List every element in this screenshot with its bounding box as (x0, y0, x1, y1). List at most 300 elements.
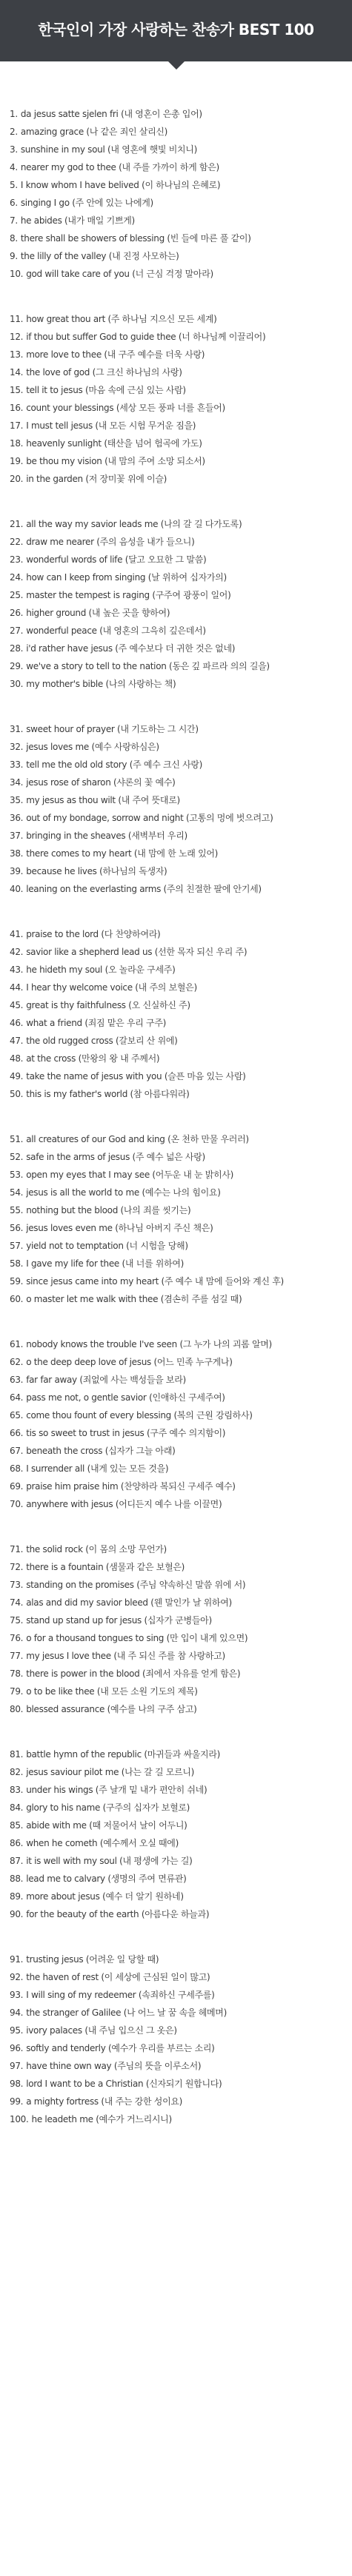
song-number: 63. (10, 1375, 24, 1385)
song-item (10, 1237, 352, 1255)
song-item (10, 979, 352, 996)
song-title: praise him praise him (찬양하라 복되신 구세주 예수) (26, 1481, 236, 1492)
song-number: 49. (10, 1071, 24, 1081)
song-number: 9. (10, 251, 18, 261)
song-title: sweet hour of prayer (내 기도하는 그 시간) (26, 724, 199, 734)
song-title: for the beauty of the earth (아름다운 하늘과) (26, 1909, 210, 1919)
song-item (10, 2039, 352, 2057)
song-item (10, 551, 352, 568)
song-title: jesus loves even me (하나님 아버지 주신 책은) (26, 1223, 213, 1233)
song-title: o the deep deep love of jesus (어느 민족 누구게나) (26, 1357, 233, 1367)
song-title: da jesus satte sjelen fri (내 영혼이 은총 입어) (20, 109, 202, 119)
song-title: beneath the cross (십자가 그늘 아래) (26, 1446, 176, 1456)
song-item (10, 862, 352, 880)
song-number: 10. (10, 269, 24, 279)
song-number: 42. (10, 947, 24, 957)
song-item (10, 1406, 352, 1424)
song-title: yield not to temptation (너 시험을 당해) (26, 1241, 188, 1251)
song-number: 74. (10, 1597, 24, 1608)
page-header (0, 0, 352, 61)
song-number: 43. (10, 965, 24, 975)
song-title: the stranger of Galilee (나 어느 날 꿈 속을 헤메며) (26, 2008, 227, 2018)
song-title: be thou my vision (내 맘의 주여 소망 되소서) (26, 456, 205, 466)
song-item (10, 845, 352, 862)
song-item (10, 533, 352, 551)
song-item (10, 515, 352, 533)
song-item (10, 346, 352, 363)
song-item (10, 1477, 352, 1495)
song-item (10, 176, 352, 194)
song-title: all the way my savior leads me (나의 갈 길 다가도록) (26, 519, 242, 529)
song-number: 36. (10, 813, 24, 823)
song-item (10, 1130, 352, 1148)
song-title: safe in the arms of jesus (주 예수 넓은 사랑) (26, 1152, 205, 1162)
song-number: 90. (10, 1909, 24, 1919)
song-title: ivory palaces (내 주님 입으신 그 옷은) (26, 2025, 177, 2036)
song-number: 92. (10, 1972, 24, 1982)
song-number: 21. (10, 519, 24, 529)
song-item (10, 1184, 352, 1201)
song-item (10, 1495, 352, 1513)
song-item (10, 1148, 352, 1166)
song-item (10, 1683, 352, 1700)
song-number: 22. (10, 537, 24, 547)
song-item (10, 265, 352, 283)
song-title: far far away (죄없에 사는 백성들을 보라) (26, 1375, 186, 1385)
song-item (10, 470, 352, 488)
song-title: o for a thousand tongues to sing (만 입이 내게 있으면) (26, 1633, 248, 1643)
song-number: 84. (10, 1802, 24, 1813)
song-title: since jesus came into my heart (주 예수 내 맘에 들어와 계신 후) (26, 1276, 284, 1287)
song-number: 96. (10, 2043, 24, 2053)
song-number: 16. (10, 403, 24, 413)
song-title: praise to the lord (다 찬양하여라) (26, 929, 161, 939)
song-title: it is well with my soul (내 평생에 가는 길) (26, 1856, 193, 1866)
song-title: jesus saviour pilot me (나는 갈 길 모르니) (26, 1767, 195, 1777)
song-title: stand up stand up for jesus (십자가 군병들아) (26, 1615, 212, 1626)
song-item (10, 1611, 352, 1629)
song-item (10, 1335, 352, 1353)
song-title: glory to his name (구주의 십자가 보혈로) (26, 1802, 190, 1813)
song-title: he leadeth me (예수가 거느리시니) (31, 2114, 172, 2124)
song-title: how great thou art (주 하나님 지으신 모든 세계) (26, 314, 217, 324)
song-title: draw me nearer (주의 음성을 내가 들으니) (26, 537, 195, 547)
song-group (10, 1745, 352, 1923)
song-group (10, 105, 352, 283)
song-number: 4. (10, 162, 18, 172)
song-number: 76. (10, 1633, 24, 1643)
song-number: 24. (10, 572, 24, 583)
song-number: 15. (10, 385, 24, 395)
song-number: 58. (10, 1258, 24, 1269)
song-number: 98. (10, 2079, 24, 2089)
song-title: tell it to jesus (마음 속에 근심 있는 사람) (26, 385, 186, 395)
song-title: more about jesus (예수 더 알기 원하네) (26, 1891, 184, 1902)
song-number: 54. (10, 1187, 24, 1198)
song-title: higher ground (내 높은 곳을 향하여) (26, 608, 170, 618)
song-item (10, 756, 352, 774)
song-number: 93. (10, 1990, 24, 2000)
song-item (10, 435, 352, 452)
song-title: I gave my life for thee (내 너를 위하여) (26, 1258, 185, 1269)
song-item (10, 880, 352, 898)
song-title: what a friend (죄짐 맡은 우리 구주) (26, 1018, 167, 1028)
song-number: 29. (10, 661, 24, 671)
song-title: singing I go (주 안에 있는 나에게) (20, 198, 153, 208)
song-title: I will sing of my redeemer (속죄하신 구세주를) (26, 1990, 215, 2000)
song-item (10, 1460, 352, 1477)
song-number: 91. (10, 1954, 24, 1965)
song-title: open my eyes that I may see (어두운 내 눈 밝히사) (26, 1170, 234, 1180)
song-number: 31. (10, 724, 24, 734)
song-item (10, 925, 352, 943)
song-title: when he cometh (예수께서 오실 때에) (26, 1838, 179, 1848)
song-number: 38. (10, 848, 24, 859)
song-item (10, 640, 352, 657)
song-item (10, 738, 352, 756)
song-number: 70. (10, 1499, 24, 1509)
song-title: my jesus I love thee (내 주 되신 주를 참 사랑하고) (26, 1651, 225, 1661)
song-title: amazing grace (나 같은 죄인 살리신) (20, 127, 168, 137)
song-item (10, 1219, 352, 1237)
song-title: take the name of jesus with you (슬픈 마음 있는 사람) (26, 1071, 246, 1081)
song-number: 71. (10, 1544, 24, 1554)
song-item (10, 2004, 352, 2022)
song-number: 87. (10, 1856, 24, 1866)
song-item (10, 310, 352, 328)
song-number: 73. (10, 1580, 24, 1590)
song-title: alas and did my savior bleed (웬 말인가 날 위하여) (26, 1597, 232, 1608)
song-number: 18. (10, 438, 24, 449)
song-number: 50. (10, 1089, 24, 1099)
song-number: 89. (10, 1891, 24, 1902)
song-item (10, 1781, 352, 1799)
song-item (10, 622, 352, 640)
song-number: 79. (10, 1686, 24, 1697)
song-item (10, 961, 352, 979)
song-number: 33. (10, 759, 24, 770)
song-number: 45. (10, 1000, 24, 1010)
song-title: my mother's bible (나의 사랑하는 책) (26, 679, 176, 689)
song-title: savior like a shepherd lead us (선한 목자 되신 우리 주) (26, 947, 248, 957)
song-item (10, 604, 352, 622)
song-title: there shall be showers of blessing (빈 들에 마른 풀 같이) (20, 233, 251, 244)
song-group (10, 310, 352, 488)
song-number: 27. (10, 625, 24, 636)
song-item (10, 1700, 352, 1718)
song-group (10, 1951, 352, 2128)
song-item (10, 1951, 352, 1968)
song-item (10, 1576, 352, 1594)
song-number: 7. (10, 215, 18, 226)
song-item (10, 568, 352, 586)
song-number: 100. (10, 2114, 29, 2124)
song-item (10, 809, 352, 827)
song-title: jesus rose of sharon (샤론의 꽃 예수) (26, 777, 176, 788)
song-number: 47. (10, 1036, 24, 1046)
song-number: 75. (10, 1615, 24, 1626)
song-number: 6. (10, 198, 18, 208)
song-number: 32. (10, 742, 24, 752)
song-number: 95. (10, 2025, 24, 2036)
song-title: nothing but the blood (나의 죄를 씻기는) (26, 1205, 191, 1215)
song-title: count your blessings (세상 모든 풍파 너를 흔들어) (26, 403, 225, 413)
song-item (10, 586, 352, 604)
song-number: 25. (10, 590, 24, 600)
song-title: have thine own way (주님의 뜻을 이루소서) (26, 2061, 202, 2071)
song-item (10, 1665, 352, 1683)
song-number: 57. (10, 1241, 24, 1251)
song-group (10, 515, 352, 693)
song-title: the love of god (그 크신 하나님의 사랑) (26, 367, 182, 378)
song-item (10, 1255, 352, 1272)
song-item (10, 2093, 352, 2110)
song-item (10, 1424, 352, 1442)
song-title: heavenly sunlight (태산을 넘어 험곡에 가도) (26, 438, 202, 449)
song-number: 53. (10, 1170, 24, 1180)
song-number: 2. (10, 127, 18, 137)
song-title: jesus is all the world to me (예수는 나의 힘이요) (26, 1187, 221, 1198)
song-title: the haven of rest (이 세상에 근심된 일이 많고) (26, 1972, 210, 1982)
song-number: 68. (10, 1463, 24, 1474)
song-item (10, 675, 352, 693)
song-title: he hideth my soul (오 놀라운 구세주) (26, 965, 176, 975)
song-number: 69. (10, 1481, 24, 1492)
song-number: 64. (10, 1392, 24, 1403)
song-item (10, 1629, 352, 1647)
song-title: god will take care of you (너 근심 걱정 말아라) (26, 269, 213, 279)
song-number: 5. (10, 180, 18, 190)
song-item (10, 720, 352, 738)
song-number: 62. (10, 1357, 24, 1367)
song-title: I know whom I have belived (이 하나님의 은혜로) (20, 180, 221, 190)
song-item (10, 105, 352, 123)
song-title: master the tempest is raging (구주여 광풍이 일어) (26, 590, 231, 600)
song-number: 30. (10, 679, 24, 689)
song-item (10, 1166, 352, 1184)
song-item (10, 1817, 352, 1834)
song-group (10, 1540, 352, 1718)
song-title: under his wings (주 날개 밑 내가 편안히 쉬네) (26, 1785, 207, 1795)
song-item (10, 229, 352, 247)
song-item (10, 1540, 352, 1558)
song-item (10, 1201, 352, 1219)
song-item (10, 212, 352, 229)
song-number: 88. (10, 1874, 24, 1884)
song-item (10, 1085, 352, 1103)
song-number: 41. (10, 929, 24, 939)
song-title: I must tell jesus (내 모든 시험 무거운 짐을) (26, 420, 196, 431)
song-number: 23. (10, 554, 24, 565)
song-number: 14. (10, 367, 24, 378)
song-number: 86. (10, 1838, 24, 1848)
song-number: 12. (10, 332, 24, 342)
song-number: 8. (10, 233, 18, 244)
song-item (10, 1067, 352, 1085)
song-title: there is power in the blood (죄에서 자유를 얻게 함은) (26, 1668, 241, 1679)
song-item (10, 1032, 352, 1050)
song-title: pass me not, o gentle savior (인애하신 구세주여) (26, 1392, 225, 1403)
song-number: 99. (10, 2096, 24, 2107)
song-title: jesus loves me (예수 사랑하심은) (26, 742, 159, 752)
song-item (10, 328, 352, 346)
song-number: 59. (10, 1276, 24, 1287)
page-title: 한국인이 가장 사랑하는 찬송가 BEST 100 (38, 21, 314, 38)
song-title: out of my bondage, sorrow and night (고통의 멍에 벗으려고) (26, 813, 273, 823)
song-title: abide with me (때 저물어서 날이 어두니) (26, 1820, 187, 1831)
song-title: because he lives (하나님의 독생자) (26, 866, 167, 876)
song-title: there comes to my heart (내 맘에 한 노래 있어) (26, 848, 219, 859)
song-number: 35. (10, 795, 24, 805)
song-item (10, 1389, 352, 1406)
song-item (10, 1594, 352, 1611)
song-title: great is thy faithfulness (오 신실하신 주) (26, 1000, 190, 1010)
song-item (10, 1968, 352, 1986)
song-number: 66. (10, 1428, 24, 1438)
song-item (10, 2075, 352, 2093)
song-number: 97. (10, 2061, 24, 2071)
song-item (10, 363, 352, 381)
song-item (10, 1799, 352, 1817)
song-title: this is my father's world (참 아름다워라) (26, 1089, 190, 1099)
song-item (10, 996, 352, 1014)
song-number: 46. (10, 1018, 24, 1028)
song-title: in the garden (저 장미꽃 위에 이슬) (26, 474, 167, 484)
song-item (10, 1442, 352, 1460)
song-number: 78. (10, 1668, 24, 1679)
song-number: 56. (10, 1223, 24, 1233)
song-item (10, 774, 352, 791)
song-item (10, 452, 352, 470)
song-title: he abides (내가 매일 기쁘게) (20, 215, 135, 226)
song-item (10, 399, 352, 417)
song-number: 83. (10, 1785, 24, 1795)
song-group (10, 925, 352, 1103)
song-title: lord I want to be a Christian (신자되기 원합니다) (26, 2079, 222, 2089)
song-item (10, 1290, 352, 1308)
song-number: 1. (10, 109, 18, 119)
song-number: 72. (10, 1562, 24, 1572)
song-title: leaning on the everlasting arms (주의 친절한 팔에 안기세) (26, 884, 262, 894)
song-number: 13. (10, 349, 24, 360)
song-title: softly and tenderly (예수가 우리를 부르는 소리) (26, 2043, 215, 2053)
song-number: 82. (10, 1767, 24, 1777)
song-title: I hear thy welcome voice (내 주의 보혈은) (26, 982, 197, 993)
song-number: 65. (10, 1410, 24, 1421)
song-group (10, 720, 352, 898)
song-number: 17. (10, 420, 24, 431)
song-number: 3. (10, 144, 18, 155)
song-title: blessed assurance (예수를 나의 구주 삼고) (26, 1704, 197, 1714)
song-title: my jesus as thou wilt (내 주여 뜻대로) (26, 795, 180, 805)
song-item (10, 1888, 352, 1905)
song-title: sunshine in my soul (내 영혼에 햇빛 비치니) (20, 144, 197, 155)
song-title: we've a story to tell to the nation (동은 깊 파르라 의의 길을) (26, 661, 270, 671)
song-title: nearer my god to thee (내 주를 가까이 하게 함은) (20, 162, 219, 172)
song-item (10, 1763, 352, 1781)
song-item (10, 1272, 352, 1290)
song-title: o to be like thee (내 모든 소원 기도의 제목) (26, 1686, 198, 1697)
song-title: tis so sweet to trust in jesus (구주 예수 의지함이) (26, 1428, 226, 1438)
song-title: trusting jesus (어려운 일 당할 때) (26, 1954, 159, 1965)
song-item (10, 123, 352, 141)
song-number: 44. (10, 982, 24, 993)
song-title: all creatures of our God and king (온 천하 만물 우러러) (26, 1134, 249, 1144)
song-number: 60. (10, 1294, 24, 1304)
song-number: 55. (10, 1205, 24, 1215)
song-item (10, 1905, 352, 1923)
song-title: the lilly of the valley (내 진정 사모하는) (20, 251, 179, 261)
song-item (10, 158, 352, 176)
song-number: 40. (10, 884, 24, 894)
song-number: 28. (10, 643, 24, 654)
song-item (10, 141, 352, 158)
song-item (10, 1745, 352, 1763)
song-number: 26. (10, 608, 24, 618)
song-title: I surrender all (내게 있는 모든 것을) (26, 1463, 169, 1474)
song-item (10, 417, 352, 435)
song-item (10, 1647, 352, 1665)
song-item (10, 827, 352, 845)
song-item (10, 1014, 352, 1032)
song-item (10, 1852, 352, 1870)
song-number: 80. (10, 1704, 24, 1714)
song-item (10, 2022, 352, 2039)
song-title: the old rugged cross (갈보리 산 위에) (26, 1036, 178, 1046)
song-title: bringing in the sheaves (새벽부터 우리) (26, 831, 187, 841)
song-number: 20. (10, 474, 24, 484)
song-item (10, 1050, 352, 1067)
song-title: if thou but suffer God to guide thee (너 하나님께 이끌리어) (26, 332, 266, 342)
song-number: 51. (10, 1134, 24, 1144)
song-title: come thou fount of every blessing (복의 근원 강림하사) (26, 1410, 253, 1421)
song-title: wonderful peace (내 영혼의 그윽히 깊은데서) (26, 625, 206, 636)
song-number: 19. (10, 456, 24, 466)
song-title: the solid rock (이 몸의 소망 무언가) (26, 1544, 167, 1554)
song-number: 11. (10, 314, 24, 324)
song-number: 85. (10, 1820, 24, 1831)
song-item (10, 194, 352, 212)
song-item (10, 2110, 352, 2128)
song-title: nobody knows the trouble I've seen (그 누가 나의 괴롬 알며) (26, 1339, 272, 1349)
song-number: 94. (10, 2008, 24, 2018)
header-notch (167, 61, 185, 70)
song-group (10, 1335, 352, 1513)
song-title: battle hymn of the republic (마귀들과 싸울지라) (26, 1749, 220, 1760)
song-list (0, 61, 352, 2128)
song-number: 48. (10, 1053, 24, 1064)
song-title: anywhere with jesus (어디든지 예수 나를 이끌면) (26, 1499, 222, 1509)
song-item (10, 2057, 352, 2075)
song-title: how can I keep from singing (날 위하여 십자가의) (26, 572, 227, 583)
song-number: 77. (10, 1651, 24, 1661)
song-title: at the cross (만왕의 왕 내 주께서) (26, 1053, 160, 1064)
song-item (10, 1353, 352, 1371)
song-title: wonderful words of life (달고 오묘한 그 말씀) (26, 554, 207, 565)
song-item (10, 1870, 352, 1888)
song-number: 52. (10, 1152, 24, 1162)
song-item (10, 791, 352, 809)
song-title: o master let me walk with thee (겸손히 주를 섬길 때) (26, 1294, 242, 1304)
song-item (10, 1371, 352, 1389)
song-item (10, 1558, 352, 1576)
song-number: 39. (10, 866, 24, 876)
song-title: there is a fountain (샘물과 같은 보혈은) (26, 1562, 185, 1572)
song-item (10, 381, 352, 399)
song-number: 61. (10, 1339, 24, 1349)
song-group (10, 1130, 352, 1308)
song-number: 67. (10, 1446, 24, 1456)
